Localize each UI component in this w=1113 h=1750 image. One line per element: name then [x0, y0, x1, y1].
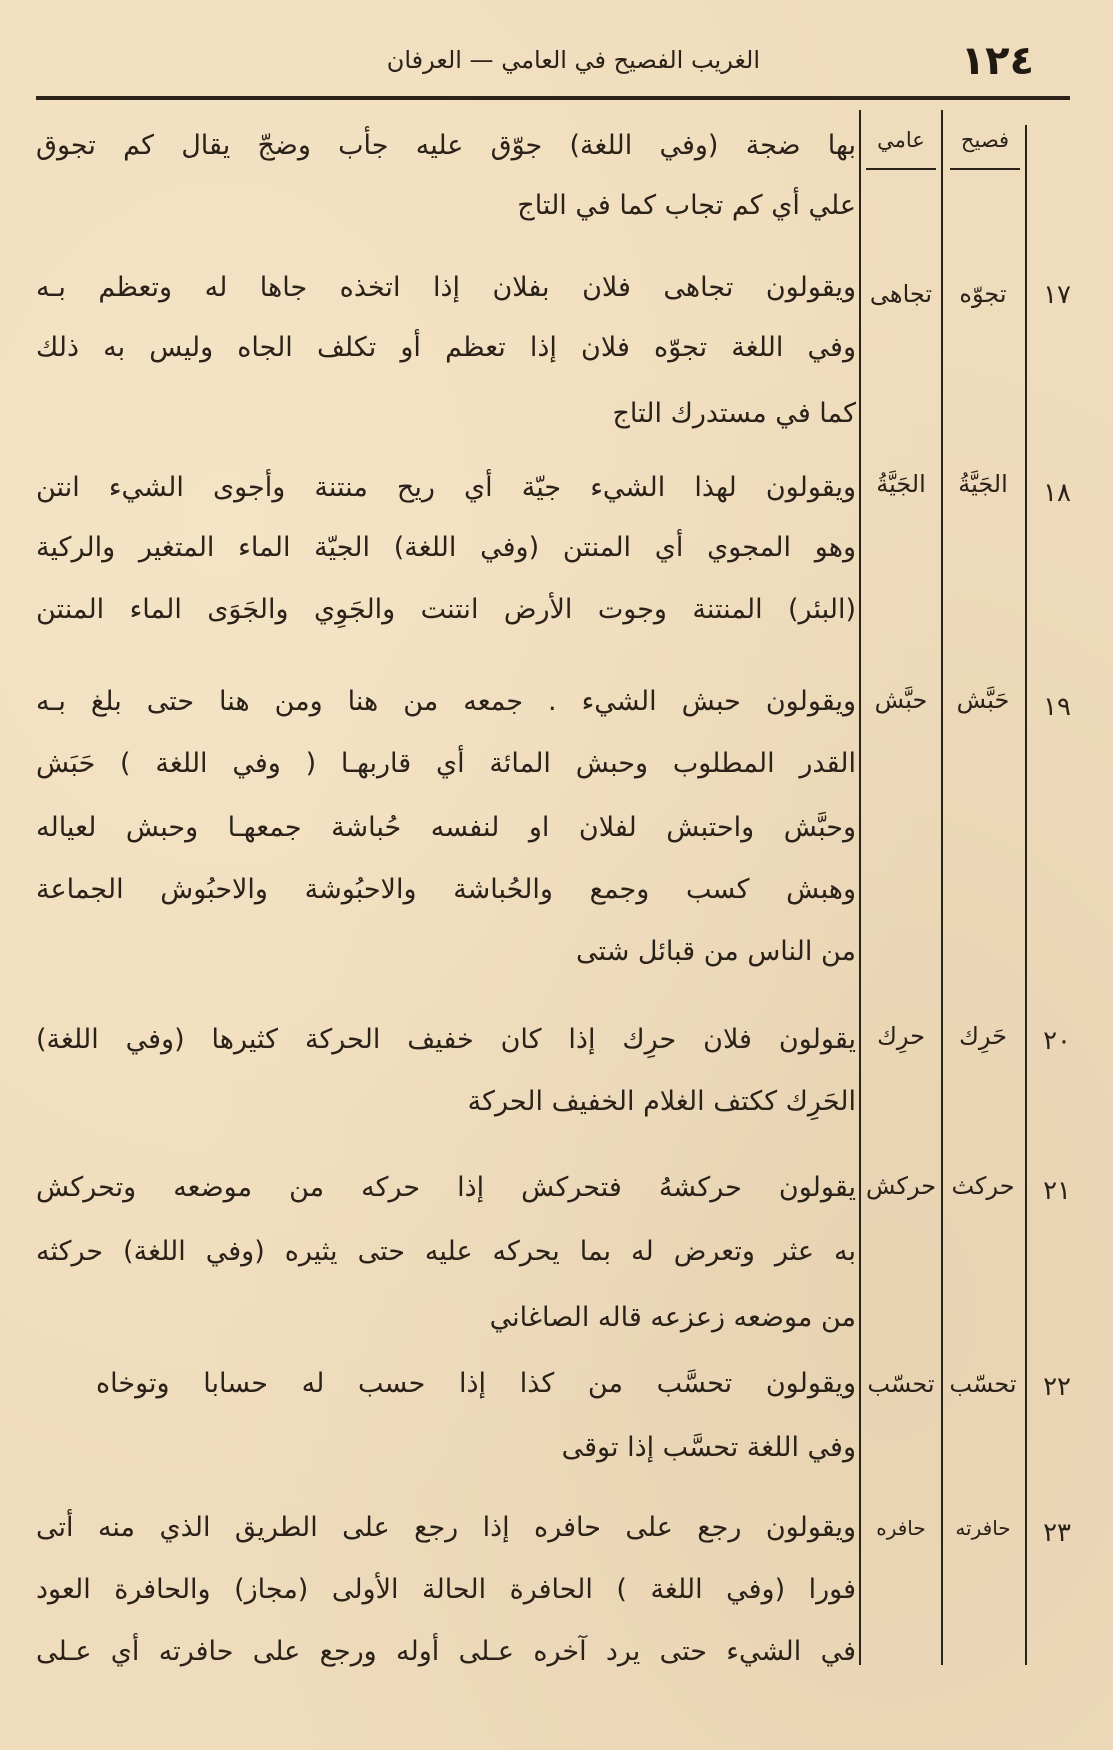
text-line: القدر المطلوب وحبش المائة أي قاربهـا ( وفي اللغة ) حَبَش	[36, 748, 856, 779]
text-line: بها ضجة (وفي اللغة) جوّق عليه جأب وضجّ يقال كم تجوق	[36, 130, 856, 161]
text-line: (البئر) المنتنة وجوت الأرض انتنت والجَوِي والجَوَى الماء المنتن	[36, 594, 856, 625]
text-line: من الناس من قبائل شتى	[576, 936, 856, 967]
text-line: من موضعه زعزعه قاله الصاغاني	[489, 1302, 856, 1333]
text-line: يقولون فلان حرِك إذا كان خفيف الحركة كثيرها (وفي اللغة)	[36, 1024, 856, 1055]
entry-ammi-word: الجَيَّةُ	[876, 470, 926, 498]
column-rule-fasih	[1025, 125, 1027, 1665]
entry-number: ١٧	[1043, 280, 1071, 310]
text-line: ويقولون تجاهى فلان بفلان إذا اتخذه جاها له وتعظم بـه	[36, 272, 856, 303]
entry-number: ١٩	[1043, 692, 1071, 722]
text-line: يقولون حركشهُ فتحركش إذا حركه من موضعه وتحركش	[36, 1172, 856, 1203]
text-line: وفي اللغة تحسَّب إذا توقى	[561, 1432, 856, 1463]
entry-number: ٢٠	[1043, 1026, 1071, 1056]
text-line: علي أي كم تجاب كما في التاج	[517, 190, 856, 221]
text-line: ويقولون تحسَّب من كذا إذا حسب له حسابا وتوخاه	[96, 1368, 856, 1399]
entry-ammi-word: حبَّش	[874, 686, 928, 714]
text-line: ويقولون حبش الشيء . جمعه من هنا ومن هنا حتى بلغ بـه	[36, 686, 856, 717]
page-number: ١٢٤	[960, 38, 1034, 84]
entry-number: ٢٢	[1043, 1372, 1071, 1402]
entry-ammi-word: تجاهى	[869, 280, 933, 308]
running-header	[36, 38, 1070, 88]
running-title: الغريب الفصيح في العامي — العرفان	[386, 46, 760, 74]
entry-fasih-word: حَبَّش	[956, 686, 1010, 714]
text-line: به عثر وتعرض له بما يحركه عليه حتى يثيره (وفي اللغة) حركثه	[36, 1236, 856, 1267]
column-rule-text	[859, 110, 861, 1665]
column-header-underline-ammi	[866, 168, 936, 170]
text-line: في الشيء حتى يرد آخره عـلى أوله ورجع على حافرته أي عـلى	[36, 1636, 856, 1667]
entry-ammi-word: تحسّب	[867, 1370, 935, 1398]
text-line: وهو المجوي أي المنتن (وفي اللغة) الجيّة الماء المتغير والركية	[36, 532, 856, 563]
entry-fasih-word: الجَيَّةُ	[958, 470, 1008, 498]
entry-ammi-word: حرِك	[877, 1022, 925, 1050]
text-line: فورا (وفي اللغة ) الحافرة الحالة الأولى (مجاز) والحافرة العود	[36, 1574, 856, 1605]
column-header-fasih: فصيح	[960, 128, 1010, 152]
text-line: كما في مستدرك التاج	[612, 398, 856, 429]
text-line: ويقولون رجع على حافره إذا رجع على الطريق الذي منه أتى	[36, 1512, 856, 1543]
column-header-underline-fasih	[950, 168, 1020, 170]
text-line: وحبَّش واحتبش لفلان او لنفسه حُباشة جمعهـا وحبش لعياله	[36, 812, 856, 843]
column-header-ammi: عامي	[877, 128, 925, 152]
text-line: الحَرِك ككتف الغلام الخفيف الحركة	[467, 1086, 856, 1117]
entry-fasih-word: حَرِك	[959, 1022, 1007, 1050]
header-rule	[36, 96, 1070, 100]
entry-number: ٢١	[1043, 1176, 1071, 1206]
entry-fasih-word: تحسّب	[949, 1370, 1017, 1398]
entry-fasih-word: تجوّه	[959, 280, 1007, 308]
text-line: ويقولون لهذا الشيء جيّة أي ريح منتنة وأجوى الشيء انتن	[36, 472, 856, 503]
entry-fasih-word: حافرته	[955, 1516, 1011, 1540]
entry-ammi-word: حركش	[865, 1172, 937, 1200]
entry-number: ٢٣	[1043, 1518, 1071, 1548]
text-line: وفي اللغة تجوّه فلان إذا تعظم أو تكلف الجاه وليس به ذلك	[36, 332, 856, 363]
text-line: وهبش كسب وجمع والحُباشة والاحبُوشة والاحبُوش الجماعة	[36, 874, 856, 905]
entry-fasih-word: حركث	[951, 1172, 1015, 1200]
column-rule-ammi	[941, 110, 943, 1665]
entry-number: ١٨	[1043, 478, 1071, 508]
entry-ammi-word: حافره	[876, 1516, 926, 1540]
